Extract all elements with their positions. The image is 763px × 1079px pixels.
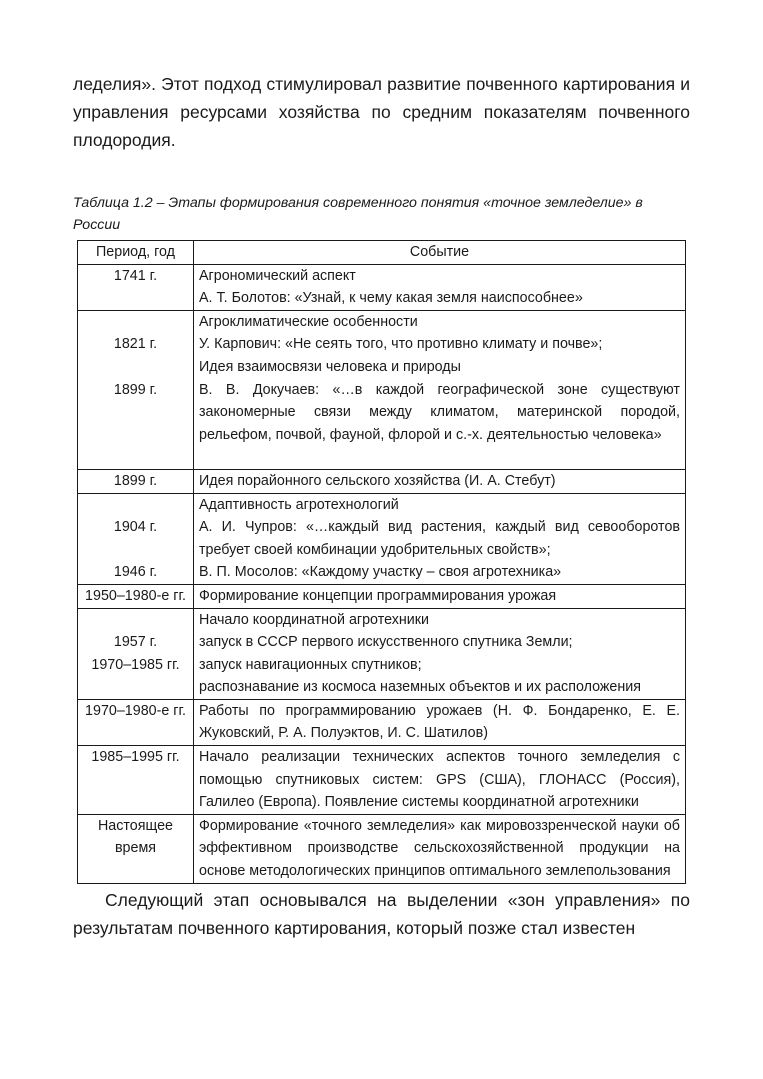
- period-line: 1741 г.: [113, 267, 158, 284]
- header-event: Событие: [194, 241, 686, 265]
- event-cell: [194, 608, 686, 699]
- document-page: [73, 70, 690, 942]
- event-cell: [194, 814, 686, 883]
- event-line: распознавание из космоса наземных объектов и их расположения: [199, 679, 642, 696]
- event-line: В. П. Мосолов: «Каждому участку – своя агротехника»: [199, 564, 562, 581]
- event-line: Агроклиматические особенности: [199, 313, 418, 330]
- period-line: 1946 г.: [113, 564, 158, 581]
- period-line: 1899 г.: [113, 472, 158, 489]
- event-line: запуск в СССР первого искусственного спутника Земли;: [199, 634, 573, 651]
- closing-paragraph: Следующий этап основывался на выделении «зон управления» по результатам почвенного картирования, который позже стал известен: [73, 889, 690, 938]
- table-row: [78, 264, 686, 310]
- table-row: [78, 584, 686, 608]
- table-header-row: [78, 241, 686, 265]
- period-line: Настоящее: [97, 817, 173, 834]
- period-cell: [78, 746, 194, 815]
- intro-paragraph: леделия». Этот подход стимулировал развитие почвенного картирования и управления ресурсами хозяйства по средним показателям почвенного плодородия.: [73, 74, 690, 150]
- table-row: [78, 699, 686, 745]
- period-cell: [78, 469, 194, 493]
- event-line: Идея порайонного сельского хозяйства (И. А. Стебут): [199, 472, 556, 489]
- period-line: время: [114, 840, 157, 857]
- table-row: [78, 746, 686, 815]
- period-line: [78, 311, 193, 334]
- period-line: 1950–1980-е гг.: [85, 587, 186, 604]
- table-row: [78, 310, 686, 469]
- header-period: Период, год: [78, 241, 194, 265]
- period-line: [78, 609, 193, 632]
- event-cell: [194, 746, 686, 815]
- period-line: 1957 г.: [113, 634, 158, 651]
- period-line: [78, 401, 193, 424]
- event-line: Работы по программированию урожаев (Н. Ф. Бондаренко, Е. Е. Жуковский, Р. А. Полуэктов, И. С. Шатилов): [199, 702, 680, 742]
- period-line: 1904 г.: [113, 519, 158, 536]
- event-line: В. В. Докучаев: «…в каждой географической зоне существуют закономерные связи между климатом, материнской породой, рельефом, почвой, фауной, флорой и с.-х. деятельностью человека»: [199, 381, 680, 443]
- period-line: [78, 494, 193, 517]
- table-caption: Таблица 1.2 – Этапы формирования современного понятия «точное земледелие» в России: [73, 195, 643, 233]
- event-line: Идея взаимосвязи человека и природы: [199, 358, 461, 375]
- event-line: А. Т. Болотов: «Узнай, к чему какая земля наиспособнее»: [199, 290, 583, 307]
- period-line: 1970–1980-е гг.: [85, 702, 186, 719]
- period-cell: [78, 264, 194, 310]
- event-line: У. Карпович: «Не сеять того, что противно климату и почве»;: [199, 336, 603, 353]
- event-cell: [194, 493, 686, 584]
- period-cell: [78, 699, 194, 745]
- event-cell: [194, 264, 686, 310]
- table-row: [78, 469, 686, 493]
- table-row: [78, 814, 686, 883]
- event-line: А. И. Чупров: «…каждый вид растения, каждый вид севооборотов требует своей комбинации удобрительных свойств»;: [199, 519, 680, 558]
- event-line: запуск навигационных спутников;: [199, 656, 422, 673]
- period-cell: [78, 814, 194, 883]
- period-line: 1899 г.: [113, 381, 158, 398]
- period-line: 1970–1985 гг.: [91, 656, 180, 673]
- event-cell: [194, 310, 686, 469]
- event-line: Агрономический аспект: [199, 267, 356, 284]
- period-line: 1985–1995 гг.: [91, 749, 180, 766]
- event-line: Начало координатной агротехники: [199, 611, 429, 628]
- period-line: [78, 424, 193, 447]
- event-cell: [194, 469, 686, 493]
- period-cell: [78, 608, 194, 699]
- stages-table: [77, 240, 686, 884]
- table-row: [78, 608, 686, 699]
- period-cell: [78, 584, 194, 608]
- table-row: [78, 493, 686, 584]
- event-line: Адаптивность агротехнологий: [199, 496, 399, 513]
- event-line: Начало реализации технических аспектов точного земледелия с помощью спутниковых систем: GPS (США), ГЛОНАСС (Россия), Галилео (Европа). Появление системы координатной агротехники: [199, 749, 680, 811]
- event-cell: [194, 584, 686, 608]
- period-cell: [78, 493, 194, 584]
- event-line: Формирование концепции программирования урожая: [199, 587, 557, 604]
- event-cell: [194, 699, 686, 745]
- period-line: [78, 446, 193, 469]
- period-line: [78, 356, 193, 379]
- event-line: Формирование «точного земледелия» как мировоззренческой науки об эффективном производстве сельскохозяйственной продукции на основе методологических принципов оптимального землепользования: [199, 817, 680, 880]
- period-line: [78, 539, 193, 562]
- period-line: 1821 г.: [113, 336, 158, 353]
- period-cell: [78, 310, 194, 469]
